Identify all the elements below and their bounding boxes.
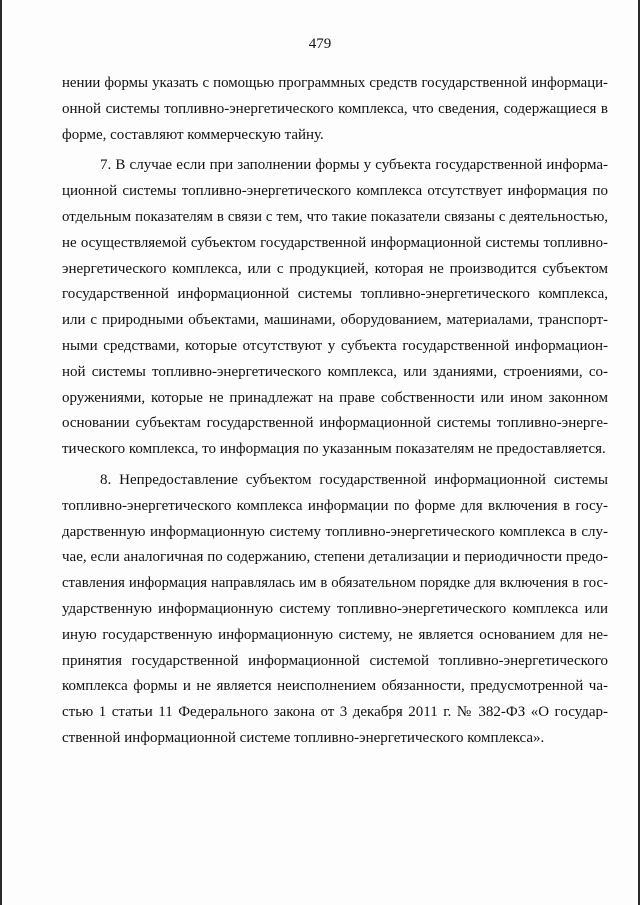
text-line: не осуществляемой субъектом государственной информационной системы топливно- [62, 234, 608, 251]
text-line: основании субъектам государственной информационной системы топливно-энерге- [62, 415, 608, 432]
text-line: принятия государственной информационной системой топливно-энергетического [62, 652, 608, 669]
text-line: ционной системы топливно-энергетического комплекса отсутствует информация по [62, 183, 608, 200]
text-line: нении формы указать с помощью программных средств государственной информаци- [62, 75, 608, 91]
text-line: онной системы топливно-энергетического комплекса, что сведения, содержащиеся в [62, 100, 608, 117]
text-line: дарственную информационную систему топливно-энергетического комплекса в слу- [62, 523, 608, 540]
text-line: 8. Непредоставление субъектом государственной информационной системы [100, 471, 608, 488]
text-line: стью 1 статьи 11 Федерального закона от 3 декабря 2011 г. № 382-ФЗ «О государ- [62, 704, 608, 721]
paragraph-8 [62, 468, 608, 752]
text-line: отдельным показателям в связи с тем, что такие показатели связаны с деятельностью, [62, 208, 608, 225]
text-line: топливно-энергетического комплекса информации по форме для включения в госу- [62, 497, 608, 514]
text-line: иную государственную информационную систему, не является основанием для не- [62, 626, 608, 643]
text-line: ными средствами, которые отсутствуют у субъекта государственной информацион- [62, 337, 608, 354]
text-line: оружениями, которые не принадлежат на праве собственности или ином законном [62, 389, 608, 406]
text-line: тического комплекса, то информация по указанным показателям не предоставляется. [62, 441, 606, 458]
text-line: чае, если аналогичная по содержанию, степени детализации и периодичности предо- [62, 549, 608, 566]
text-line: или с природными объектами, машинами, оборудованием, материалами, транспорт- [62, 312, 608, 329]
text-line: комплекса формы и не является неисполнением обязанности, предусмотренной ча- [62, 678, 608, 695]
text-line: форме, составляют коммерческую тайну. [62, 126, 324, 143]
scan-edge-left [0, 0, 2, 905]
paragraph-7 [62, 153, 608, 463]
body-text [62, 71, 608, 757]
text-line: ставления информация направлялась им в обязательном порядке для включения в гос- [62, 575, 608, 592]
text-line: ственной информационной системе топливно-энергетического комплекса». [62, 729, 545, 746]
paragraph-continuation [62, 71, 608, 148]
page-number: 479 [308, 36, 332, 52]
text-line: энергетического комплекса, или с продукцией, которая не производится субъектом [62, 260, 608, 277]
text-line: государственной информационной системы топливно-энергетического комплекса, [62, 286, 608, 303]
text-line: ударственную информационную систему топливно-энергетического комплекса или [62, 600, 608, 617]
text-line: ной системы топливно-энергетического комплекса, или зданиями, строениями, со- [62, 363, 608, 380]
text-line: 7. В случае если при заполнении формы у субъекта государственной информа- [100, 157, 608, 174]
